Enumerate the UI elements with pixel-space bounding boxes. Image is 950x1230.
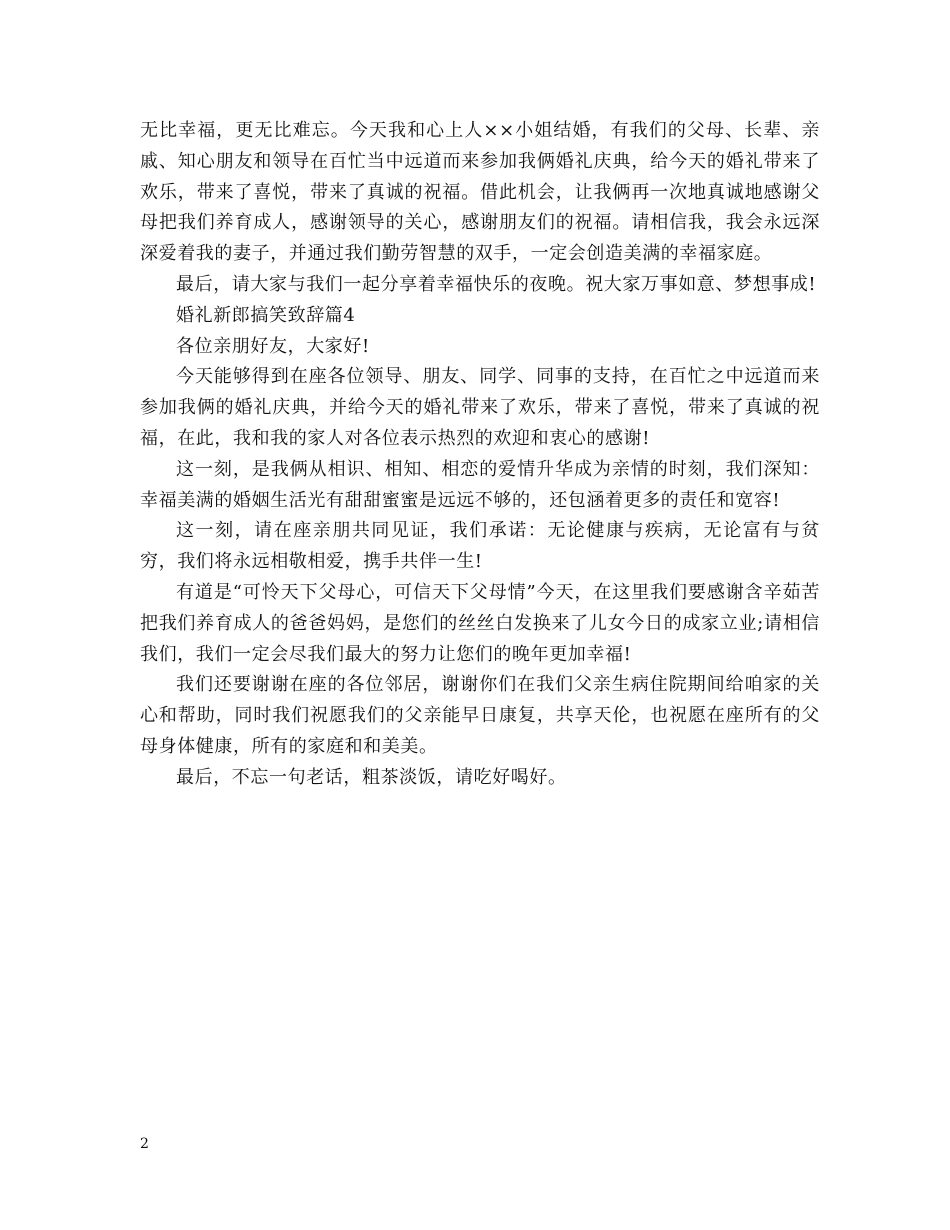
paragraph-10: 最后，不忘一句老话，粗茶淡饭，请吃好喝好。 bbox=[176, 766, 567, 788]
page-number: 2 bbox=[140, 1136, 149, 1152]
paragraph-5: 今天能够得到在座各位领导、朋友、同学、同事的支持，在百忙之中远道而来参加我俩的婚礼庆典，并给今天的婚礼带来了欢乐，带来了喜悦，带来了真诚的祝福，在此，我和我的家人对各位表示热烈的欢迎和衷心的感谢! bbox=[140, 366, 820, 449]
paragraph-6: 这一刻，是我俩从相识、相知、相恋的爱情升华成为亲情的时刻，我们深知：幸福美满的婚姻生活光有甜甜蜜蜜是远远不够的，还包涵着更多的责任和宽容! bbox=[140, 458, 820, 511]
document-body bbox=[140, 116, 820, 794]
paragraph-7: 这一刻，请在座亲朋共同见证，我们承诺：无论健康与疾病，无论富有与贫穷，我们将永远相敬相爱，携手共伴一生! bbox=[140, 520, 820, 573]
paragraph-1: 无比幸福，更无比难忘。今天我和心上人××小姐结婚，有我们的父母、长辈、亲戚、知心朋友和领导在百忙当中远道而来参加我俩婚礼庆典，给今天的婚礼带来了欢乐，带来了喜悦，带来了真诚的祝福。借此机会，让我俩再一次地真诚地感谢父母把我们养育成人，感谢领导的关心，感谢朋友们的祝福。请相信我，我会永远深深爱着我的妻子，并通过我们勤劳智慧的双手，一定会创造美满的幸福家庭。 bbox=[140, 120, 820, 265]
paragraph-2: 最后，请大家与我们一起分享着幸福快乐的夜晚。祝大家万事如意、梦想事成! bbox=[176, 273, 817, 295]
section-heading: 婚礼新郎搞笑致辞篇4 bbox=[176, 304, 356, 326]
paragraph-9: 我们还要谢谢在座的各位邻居，谢谢你们在我们父亲生病住院期间给咱家的关心和帮助，同时我们祝愿我们的父亲能早日康复，共享天伦，也祝愿在座所有的父母身体健康，所有的家庭和和美美。 bbox=[140, 674, 820, 757]
paragraph-greeting: 各位亲朋好友，大家好! bbox=[176, 335, 370, 357]
paragraph-8: 有道是“可怜天下父母心，可信天下父母情”今天，在这里我们要感谢含辛茹苦把我们养育成人的爸爸妈妈，是您们的丝丝白发换来了儿女今日的成家立业;请相信我们，我们一定会尽我们最大的努力让您们的晚年更加幸福! bbox=[140, 581, 820, 665]
